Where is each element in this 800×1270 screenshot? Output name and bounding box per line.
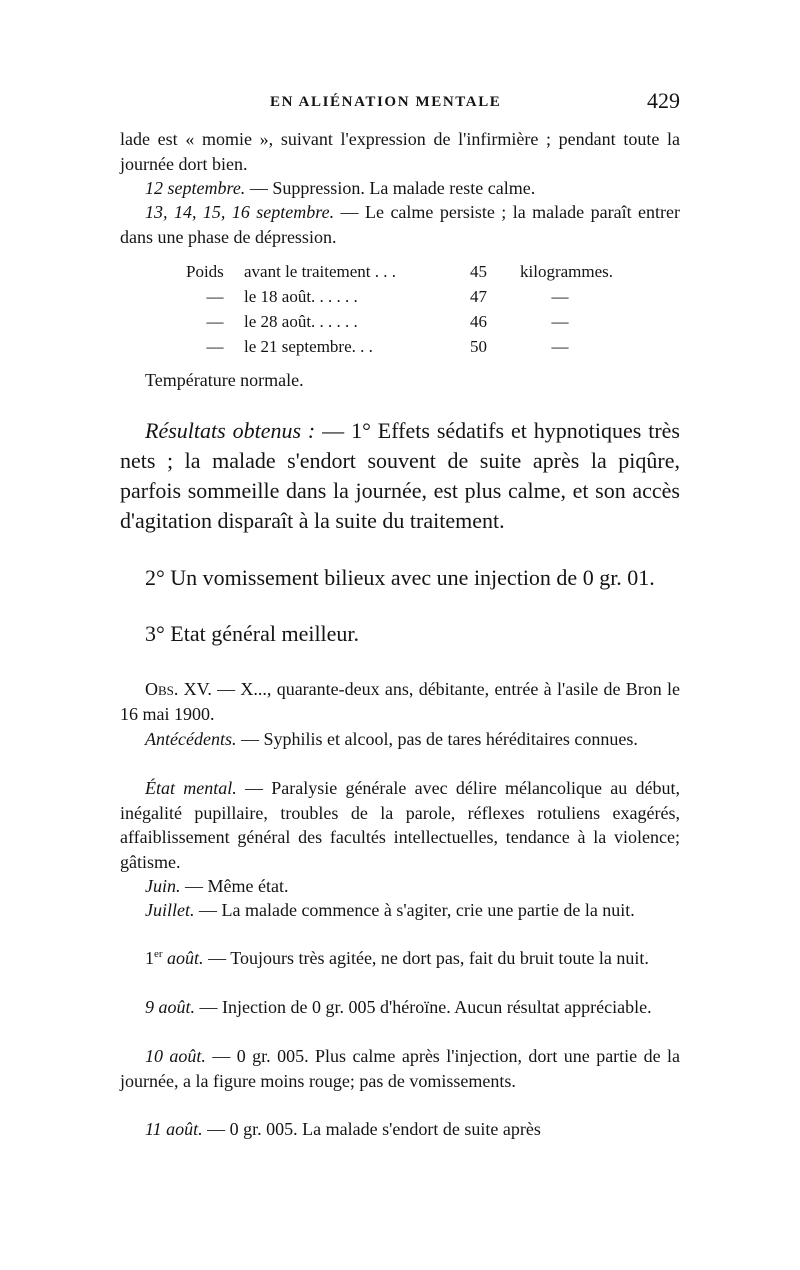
weight-row-value: 50 — [470, 337, 487, 356]
etat-mental-label: État mental. — [145, 778, 237, 798]
entry-date: 11 août. — [145, 1119, 203, 1139]
weight-row-label: le 21 septembre. . . — [244, 337, 373, 356]
entry-1-aout — [120, 946, 680, 971]
intro-text: lade est « momie », suivant l'expression de l'infirmière ; pendant toute la journée dort bien. — [120, 129, 680, 174]
etat-mental-text: — Paralysie générale avec délire mélancolique au début, inégalité pupillaire, troubles de la parole, réflexes rotuliens exagérés, affaiblissement général des facultés intellectuelles, tendance à la violence; gâtisme. — [120, 778, 680, 872]
etat-mental-paragraph — [120, 776, 680, 874]
page-number: 429 — [647, 88, 680, 113]
entry-12-septembre — [120, 176, 680, 201]
weight-row-unit: — — [551, 337, 569, 356]
entry-text: — Toujours très agitée, ne dort pas, fait du bruit toute la nuit. — [203, 948, 649, 968]
entry-day-suffix: er — [154, 948, 163, 960]
antecedents-label: Antécédents. — [145, 729, 237, 749]
entry-9-aout — [120, 995, 680, 1020]
weight-row-value: 45 — [470, 262, 487, 281]
antecedents-text: — Syphilis et alcool, pas de tares héréditaires connues. — [236, 729, 638, 749]
entry-date: Juillet. — [145, 900, 195, 920]
weight-row-value: 46 — [470, 312, 487, 331]
running-title: EN ALIÉNATION MENTALE — [270, 94, 502, 110]
observation-intro — [120, 677, 680, 726]
entry-juin — [120, 874, 680, 899]
entry-date: Juin. — [145, 876, 181, 896]
entry-date: 9 août. — [145, 997, 196, 1017]
antecedents-paragraph — [120, 727, 680, 752]
weight-row-unit: — — [551, 312, 569, 331]
entry-date: 12 septembre. — [145, 178, 246, 198]
weight-row-label: avant le traitement . . . — [244, 262, 396, 281]
observation-label: Obs. XV. — [145, 679, 212, 699]
results-text: — 1° Effets sédatifs et hypnotiques très nets ; la malade s'endort souvent de suite après la piqûre, parfois sommeille dans la journée, est plus calme, et son accès d'agitation disparaît à la suite du traitement. — [120, 418, 680, 533]
entry-13-16-septembre — [120, 200, 680, 249]
weight-row-label: le 18 août. . . . . . — [244, 287, 358, 306]
entry-text: — Suppression. La malade reste calme. — [245, 178, 536, 198]
entry-juillet — [120, 898, 680, 923]
weight-row-unit: — — [551, 287, 569, 306]
entry-text: — La malade commence à s'agiter, crie une partie de la nuit. — [194, 900, 635, 920]
entry-text: — Même état. — [180, 876, 289, 896]
results-point-2: 2° Un vomissement bilieux avec une injection de 0 gr. 01. — [145, 565, 655, 590]
intro-paragraph — [120, 127, 680, 176]
observation-text: — X..., quarante-deux ans, débitante, entrée à l'asile de Bron le 16 mai 1900. — [120, 679, 680, 724]
weight-row-prefix: — — [206, 287, 224, 306]
weight-row-unit: kilogrammes. — [520, 262, 614, 281]
weight-table — [186, 262, 630, 362]
entry-date: août. — [162, 948, 204, 968]
weight-row-prefix: — — [206, 337, 224, 356]
temperature-line: Température normale. — [145, 370, 304, 390]
weight-row-value: 47 — [470, 287, 487, 306]
results-point-3: 3° Etat général meilleur. — [145, 621, 360, 646]
entry-text: — 0 gr. 005. La malade s'endort de suite après — [202, 1119, 541, 1139]
entry-text: — Le calme persiste ; la malade paraît entrer dans une phase de dépression. — [120, 202, 680, 247]
results-paragraph — [120, 416, 680, 536]
weight-row — [186, 312, 630, 337]
entry-day: 1 — [145, 948, 154, 968]
weight-row-label: le 28 août. . . . . . — [244, 312, 358, 331]
entry-11-aout — [120, 1117, 680, 1142]
weight-row-prefix: — — [206, 312, 224, 331]
entry-date: 10 août. — [145, 1046, 206, 1066]
entry-10-aout — [120, 1044, 680, 1093]
weight-row — [186, 287, 630, 312]
weight-row-prefix: Poids — [186, 262, 224, 281]
results-heading: Résultats obtenus : — [145, 418, 316, 443]
weight-row — [186, 337, 630, 362]
entry-text: — 0 gr. 005. Plus calme après l'injection, dort une partie de la journée, a la figure moins rouge; pas de vomissements. — [120, 1046, 680, 1091]
entry-text: — Injection de 0 gr. 005 d'héroïne. Aucun résultat appréciable. — [195, 997, 652, 1017]
weight-row — [186, 262, 630, 287]
page-header — [120, 88, 680, 118]
entry-date: 13, 14, 15, 16 septembre. — [145, 202, 335, 222]
